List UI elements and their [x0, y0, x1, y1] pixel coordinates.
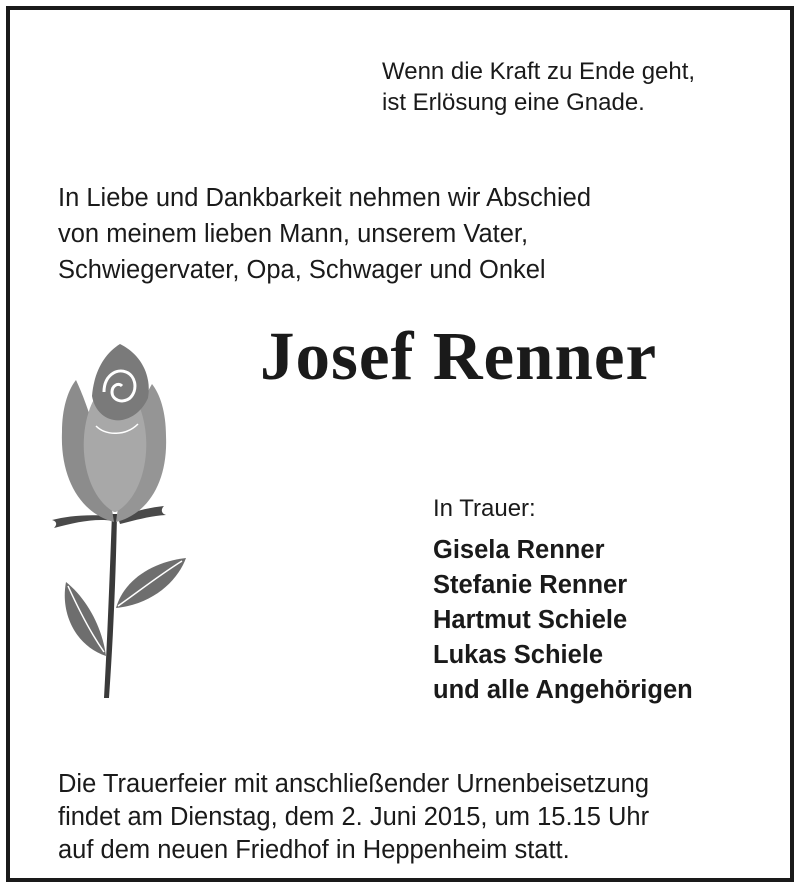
mourner-name: Stefanie Renner — [433, 571, 628, 599]
farewell-text — [58, 180, 591, 288]
rose-stem — [104, 514, 117, 698]
rose-icon — [46, 336, 196, 698]
epigraph-line: ist Erlösung eine Gnade. — [382, 89, 645, 116]
mourner-list — [433, 533, 693, 708]
mourner-name: Lukas Schiele — [433, 641, 604, 669]
farewell-line: In Liebe und Dankbarkeit nehmen wir Abschied — [58, 184, 591, 212]
farewell-line: von meinem lieben Mann, unserem Vater, — [58, 220, 529, 248]
rose-bud — [92, 344, 149, 420]
ceremony-line: Die Trauerfeier mit anschließender Urnenbeisetzung — [58, 770, 650, 798]
ceremony-line: findet am Dienstag, dem 2. Juni 2015, um 15.15 Uhr — [58, 803, 650, 831]
mourner-name: Gisela Renner — [433, 536, 605, 564]
ceremony-details — [58, 768, 649, 867]
epigraph-line: Wenn die Kraft zu Ende geht, — [382, 58, 696, 85]
deceased-name: Josef Renner — [260, 318, 658, 394]
mourner-name: Hartmut Schiele — [433, 606, 628, 634]
mourners-block — [433, 493, 693, 708]
obituary-card — [6, 6, 794, 882]
farewell-line: Schwiegervater, Opa, Schwager und Onkel — [58, 256, 546, 284]
mourner-name: und alle Angehörigen — [433, 676, 693, 704]
ceremony-line: auf dem neuen Friedhof in Heppenheim statt. — [58, 836, 570, 864]
mourners-heading: In Trauer: — [433, 495, 536, 522]
epigraph — [382, 56, 695, 118]
